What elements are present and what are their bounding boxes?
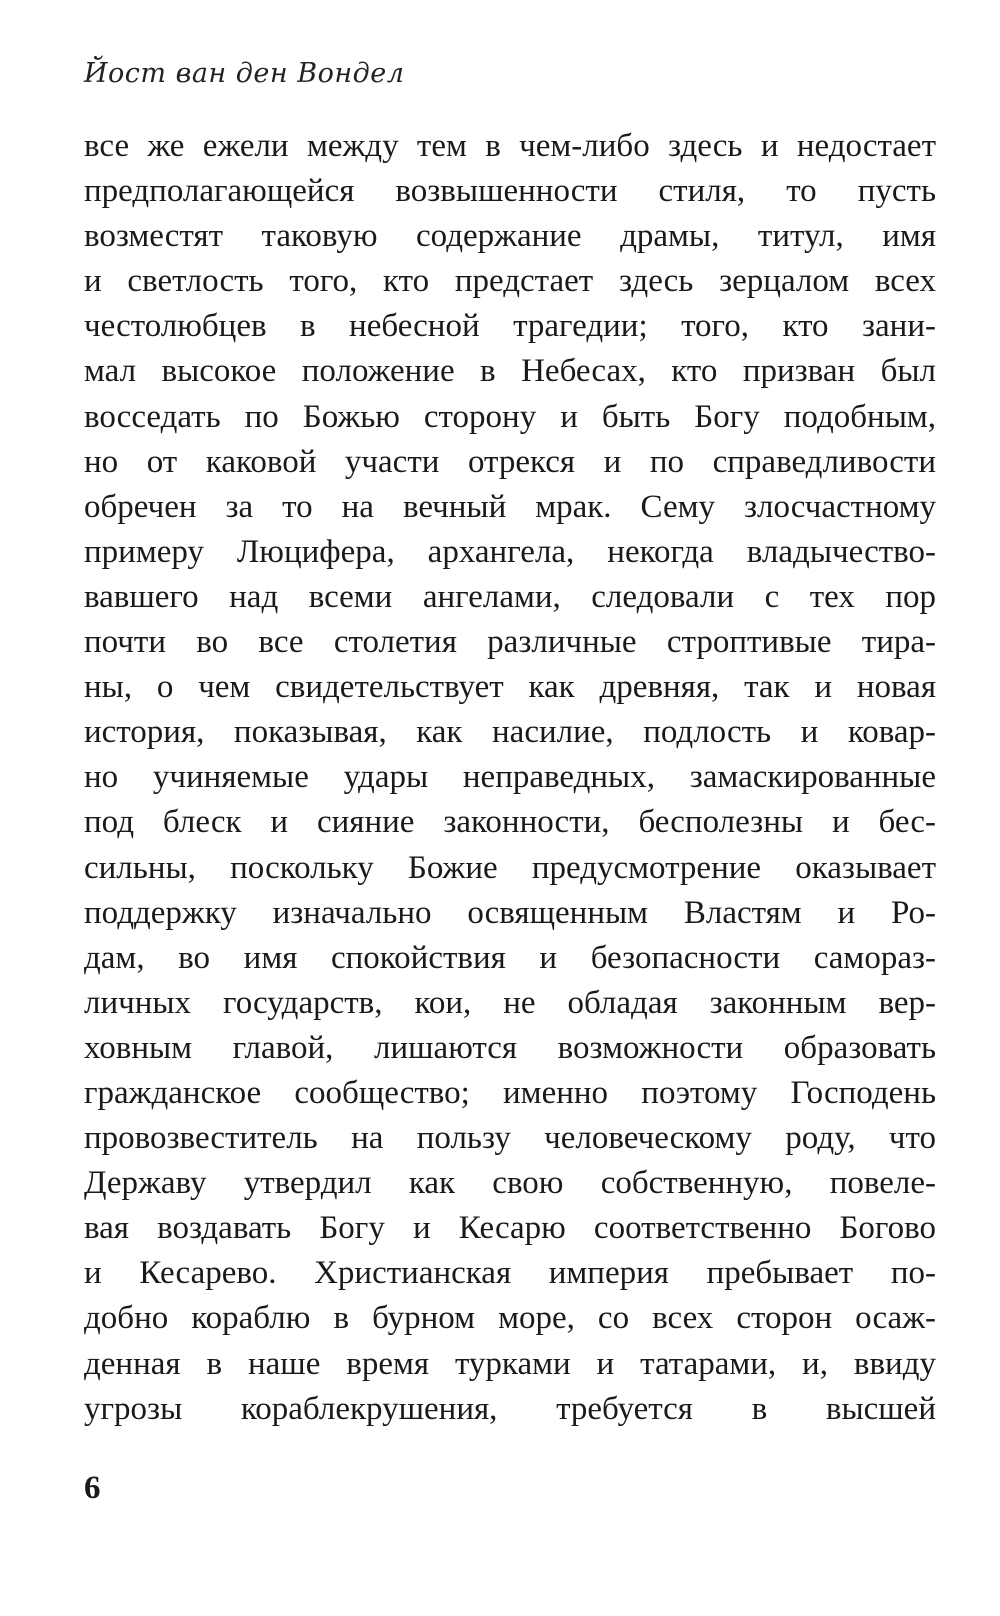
text-line: ны, о чем свидетельствует как древняя, так и новая	[84, 669, 936, 706]
text-line: и Кесарево. Христианская империя пребывает по-	[84, 1255, 936, 1292]
text-line: вая воздавать Богу и Кесарю соответственно Богово	[84, 1210, 936, 1247]
text-line: восседать по Божью сторону и быть Богу подобным,	[84, 398, 936, 435]
text-line: мал высокое положение в Небесах, кто призван был	[84, 353, 936, 390]
text-line: и светлость того, кто предстает здесь зерцалом всех	[84, 263, 936, 300]
text-line: Державу утвердил как свою собственную, повеле-	[84, 1165, 936, 1202]
text-line: личных государств, кои, не обладая законным вер-	[84, 984, 936, 1021]
body-text	[84, 124, 936, 1432]
text-line: под блеск и сияние законности, бесполезны и бес-	[84, 804, 936, 841]
text-line: история, показывая, как насилие, подлость и ковар-	[84, 714, 936, 751]
text-line: честолюбцев в небесной трагедии; того, кто зани-	[84, 308, 936, 345]
text-line: дам, во имя спокойствия и безопасности самораз-	[84, 939, 936, 976]
text-line: поддержку изначально освященным Властям и Ро-	[84, 894, 936, 931]
text-line: гражданское сообщество; именно поэтому Господень	[84, 1074, 936, 1111]
text-line: примеру Люцифера, архангела, некогда владычество-	[84, 533, 936, 570]
text-line: денная в наше время турками и татарами, и, ввиду	[84, 1345, 936, 1382]
text-line: угрозы кораблекрушения, требуется в высшей	[84, 1390, 936, 1427]
page-number: 6	[84, 1470, 101, 1506]
text-line: ховным главой, лишаются возможности образовать	[84, 1029, 936, 1066]
text-line: обречен за то на вечный мрак. Сему злосчастному	[84, 488, 936, 525]
text-line: провозвеститель на пользу человеческому роду, что	[84, 1120, 936, 1157]
text-line: все же ежели между тем в чем-либо здесь и недостает	[84, 128, 936, 164]
text-line: добно кораблю в бурном море, со всех сторон осаж-	[84, 1300, 936, 1337]
text-line: вавшего над всеми ангелами, следовали с тех пор	[84, 578, 936, 615]
running-head-title: Йост ван ден Вондел	[84, 58, 405, 89]
text-line: почти во все столетия различные строптивые тира-	[84, 624, 936, 661]
text-line: возместят таковую содержание драмы, титул, имя	[84, 218, 936, 255]
text-line: сильны, поскольку Божие предусмотрение оказывает	[84, 849, 936, 886]
text-line: но учиняемые удары неправедных, замаскированные	[84, 759, 936, 796]
text-line: предполагающейся возвышенности стиля, то пусть	[84, 173, 936, 210]
text-line: но от каковой участи отрекся и по справедливости	[84, 443, 936, 480]
